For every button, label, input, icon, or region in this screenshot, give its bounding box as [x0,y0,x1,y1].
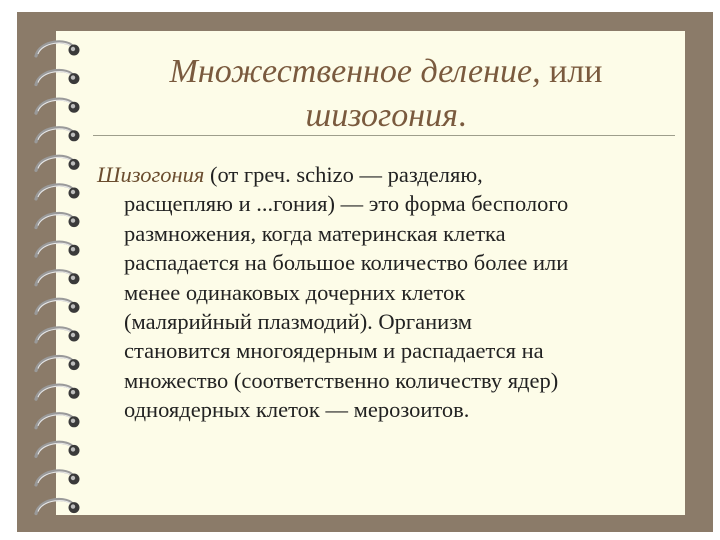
body-line-0: Шизогония (от греч. schizo — разделяю, [97,162,483,187]
spiral-ring [36,271,80,285]
body-line-6: становится многоядерным и распадается на [124,338,544,364]
spiral-ring [36,156,80,170]
spiral-ring [36,442,80,456]
spiral-ring [36,385,80,399]
spiral-binding-icon [0,0,90,540]
body-line-3: распадается на большое количество более или [124,250,569,276]
spiral-ring [36,242,80,256]
body-line-4: менее одинаковых дочерних клеток [124,279,466,305]
body-line-1: расщепляю и ...гония) — это форма бесполого [124,191,569,217]
spiral-ring [36,128,80,142]
spiral-ring [36,414,80,428]
title-dot: . [457,97,467,134]
spiral-ring [36,299,80,313]
slide-body [97,160,657,425]
body-line-5: (малярийный плазмодий). Организм [124,309,473,335]
spiral-ring [36,42,80,56]
spiral-ring [36,471,80,485]
body-line-8: одноядерных клеток — мерозоитов. [124,397,470,423]
term-schizogony: Шизогония [97,162,205,187]
spiral-ring [36,99,80,113]
title-line2: шизогония [305,97,458,134]
title-line1-rest: или [540,53,603,90]
body-line-2: размножения, когда материнская клетка [124,220,506,246]
slide-title [96,50,676,138]
spiral-ring [36,185,80,199]
spiral-ring [36,356,80,370]
spiral-ring [36,328,80,342]
body-line-7: множество (соответственно количеству ядер) [124,367,559,393]
spiral-ring [36,499,80,513]
spiral-ring [36,70,80,84]
title-divider [93,135,675,136]
spiral-ring [36,213,80,227]
title-line1-italic: Множественное деление, [169,53,541,90]
